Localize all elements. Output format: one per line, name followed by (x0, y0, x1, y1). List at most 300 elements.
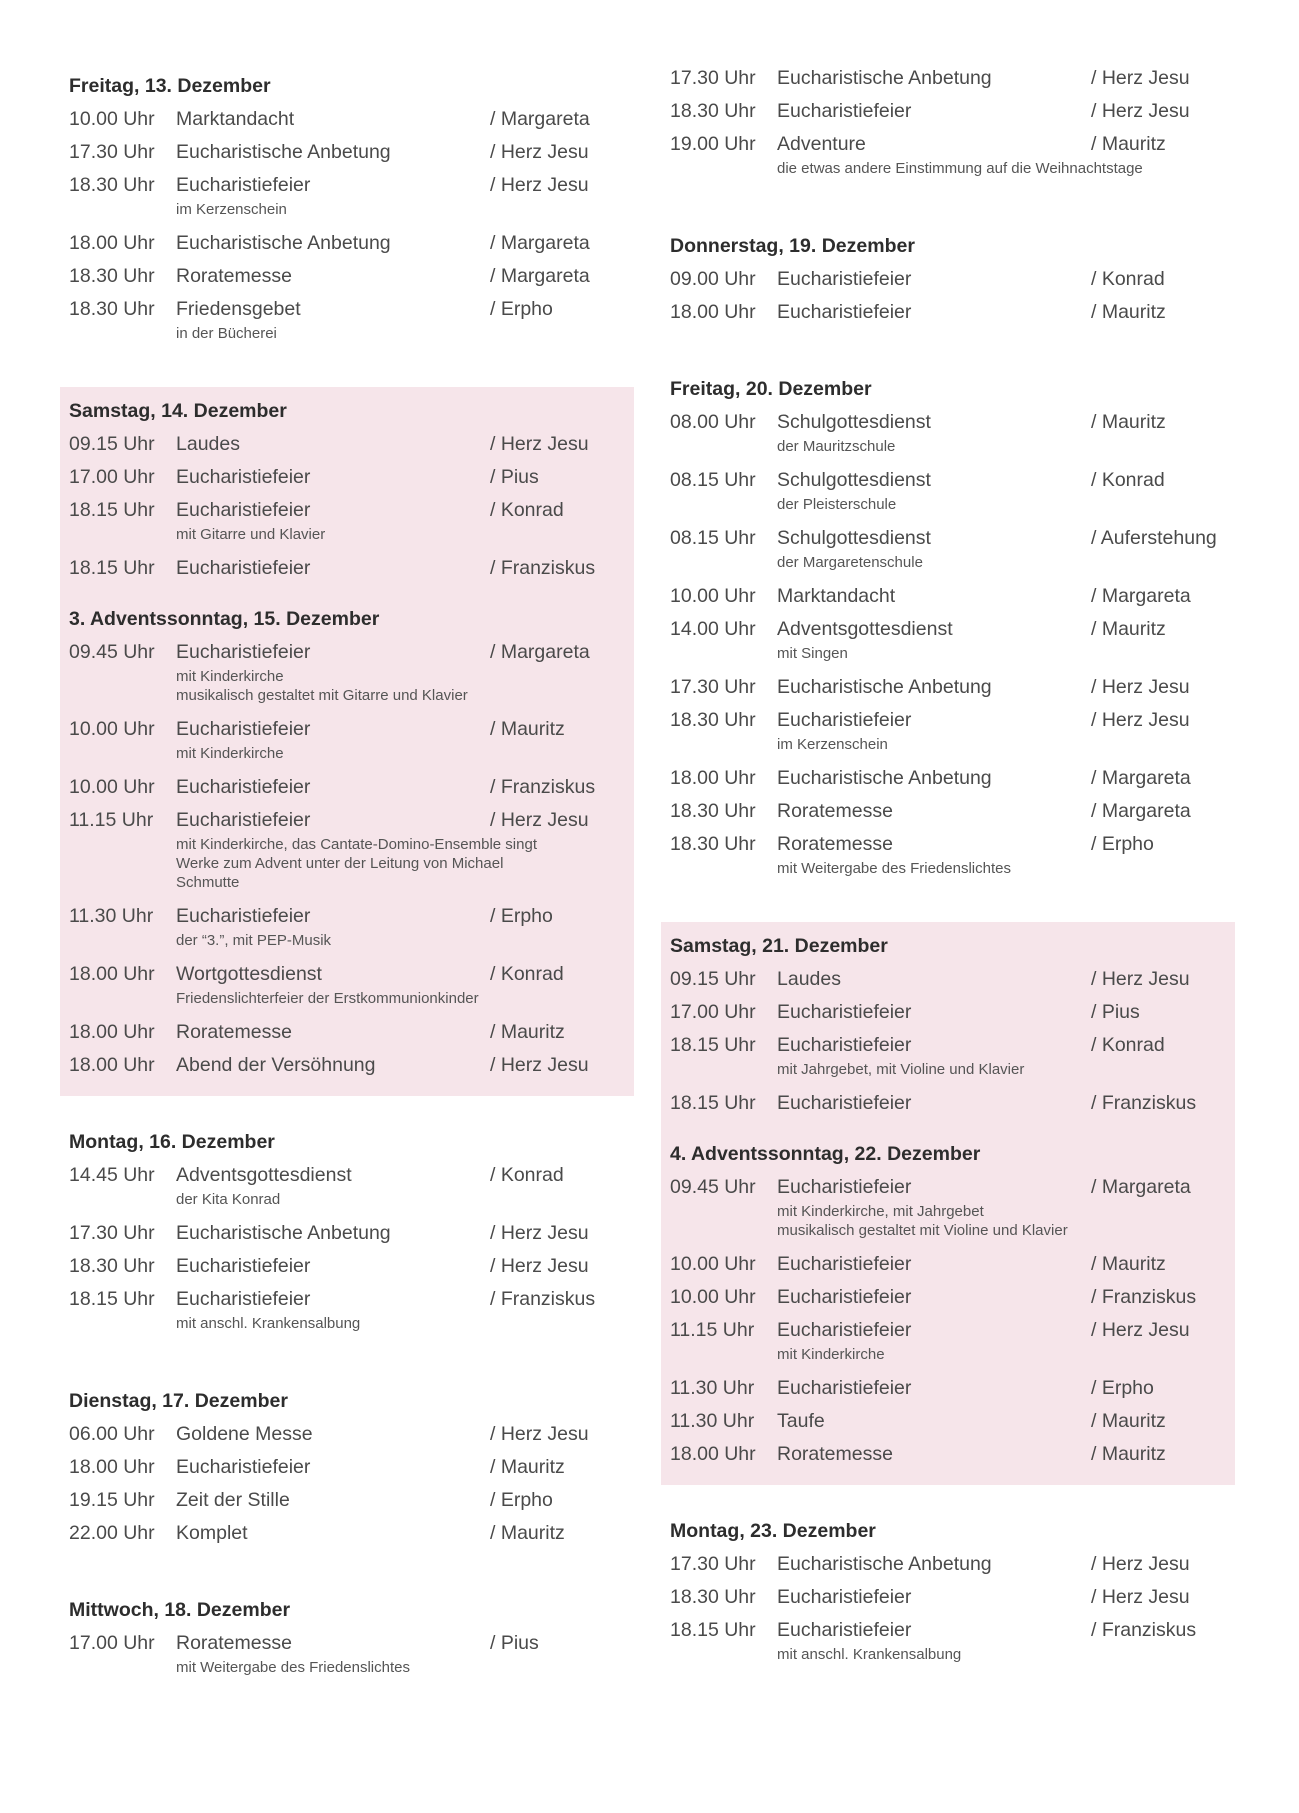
event-row (670, 671, 1226, 704)
event-location: / Franziskus (490, 1288, 596, 1310)
event-note: musikalisch gestaltet mit Violine und Klavier (777, 1222, 1068, 1239)
event-title: Eucharistiefeier (176, 641, 311, 663)
event-row (670, 296, 1226, 329)
event-entry (670, 795, 1226, 828)
event-time: 18.30 Uhr (670, 100, 756, 122)
event-location: / Herz Jesu (490, 141, 589, 163)
event-time: 08.15 Uhr (670, 469, 756, 491)
event-title: Eucharistiefeier (176, 499, 311, 521)
event-time: 18.00 Uhr (69, 1054, 155, 1076)
event-time: 17.30 Uhr (670, 67, 756, 89)
event-entry (670, 1314, 1226, 1372)
event-entry (670, 406, 1226, 464)
event-location: / Herz Jesu (1091, 968, 1190, 990)
event-time: 18.30 Uhr (670, 709, 756, 731)
right-column (670, 62, 1235, 1708)
event-row (69, 552, 625, 585)
event-location: / Margareta (490, 265, 590, 287)
event-time: 14.45 Uhr (69, 1164, 155, 1186)
event-title: Eucharistiefeier (176, 1456, 311, 1478)
event-time: 17.00 Uhr (670, 1001, 756, 1023)
event-title: Roratemesse (777, 1443, 893, 1465)
event-entry (670, 1438, 1226, 1471)
event-location: / Auferstehung (1091, 527, 1217, 549)
event-time: 17.00 Uhr (69, 1632, 155, 1654)
event-time: 18.00 Uhr (69, 1021, 155, 1043)
event-time: 19.00 Uhr (670, 133, 756, 155)
event-row (69, 713, 625, 746)
event-location: / Herz Jesu (1091, 100, 1190, 122)
event-location: / Herz Jesu (1091, 1586, 1190, 1608)
event-location: / Mauritz (490, 1456, 565, 1478)
event-entry (69, 428, 625, 461)
event-entry (670, 1405, 1226, 1438)
event-row (69, 1451, 625, 1484)
event-entry (670, 1248, 1226, 1281)
event-row (670, 1314, 1226, 1347)
event-entry (670, 263, 1226, 296)
day-heading: Samstag, 21. Dezember (670, 935, 888, 957)
event-location: / Erpho (490, 298, 553, 320)
event-time: 11.30 Uhr (670, 1410, 755, 1432)
event-row (670, 704, 1226, 737)
event-row (69, 1049, 625, 1082)
day-section (661, 222, 1235, 343)
event-row (670, 1281, 1226, 1314)
event-entry (69, 169, 625, 227)
event-row (69, 103, 625, 136)
event-row (670, 1581, 1226, 1614)
event-title: Eucharistiefeier (777, 1176, 912, 1198)
event-row (670, 996, 1226, 1029)
event-title: Eucharistiefeier (777, 1319, 912, 1341)
event-location: / Konrad (490, 499, 564, 521)
event-location: / Franziskus (490, 776, 596, 798)
event-row (670, 1548, 1226, 1581)
event-note: mit anschl. Krankensalbung (176, 1315, 361, 1332)
event-location: / Herz Jesu (1091, 67, 1190, 89)
day-section (661, 1507, 1235, 1686)
event-location: / Erpho (490, 905, 553, 927)
event-note: mit Kinderkirche (176, 668, 284, 685)
event-title: Eucharistische Anbetung (176, 232, 391, 254)
event-time: 10.00 Uhr (670, 1253, 756, 1275)
left-column (69, 62, 634, 1721)
event-location: / Herz Jesu (490, 1423, 589, 1445)
event-location: / Herz Jesu (1091, 676, 1190, 698)
event-time: 14.00 Uhr (670, 618, 756, 640)
event-entry (69, 227, 625, 260)
event-row (670, 62, 1226, 95)
event-time: 18.15 Uhr (670, 1619, 756, 1641)
event-entry (69, 552, 625, 585)
event-note: der Margaretenschule (777, 554, 923, 571)
event-time: 11.15 Uhr (69, 809, 154, 831)
event-row (670, 1248, 1226, 1281)
event-title: Roratemesse (176, 265, 292, 287)
event-location: / Herz Jesu (1091, 709, 1190, 731)
event-note: mit Kinderkirche (176, 745, 284, 762)
event-entry (670, 671, 1226, 704)
event-title: Eucharistiefeier (777, 1034, 912, 1056)
event-row (69, 1250, 625, 1283)
event-time: 17.30 Uhr (670, 676, 756, 698)
event-row (670, 95, 1226, 128)
event-location: / Mauritz (1091, 618, 1166, 640)
event-title: Eucharistische Anbetung (176, 141, 391, 163)
event-location: / Margareta (1091, 767, 1191, 789)
event-title: Roratemesse (176, 1021, 292, 1043)
event-row (670, 580, 1226, 613)
event-title: Adventsgottesdienst (777, 618, 953, 640)
event-entry (69, 1049, 625, 1082)
event-time: 11.15 Uhr (670, 1319, 755, 1341)
event-row (670, 522, 1226, 555)
event-row (69, 900, 625, 933)
event-time: 17.30 Uhr (69, 141, 155, 163)
event-title: Eucharistiefeier (777, 709, 912, 731)
day-heading: Montag, 23. Dezember (670, 1520, 876, 1542)
event-location: / Franziskus (1091, 1286, 1197, 1308)
event-time: 18.30 Uhr (670, 1586, 756, 1608)
event-entry (670, 1581, 1226, 1614)
event-location: / Herz Jesu (490, 433, 589, 455)
day-section (60, 1118, 634, 1355)
event-entry (69, 494, 625, 552)
event-note: mit anschl. Krankensalbung (777, 1646, 962, 1663)
event-location: / Konrad (1091, 268, 1165, 290)
event-time: 18.15 Uhr (69, 499, 155, 521)
event-time: 11.30 Uhr (69, 905, 154, 927)
event-time: 18.30 Uhr (69, 1255, 155, 1277)
event-entry (69, 1418, 625, 1451)
event-location: / Pius (490, 1632, 539, 1654)
event-time: 09.45 Uhr (69, 641, 155, 663)
event-location: / Herz Jesu (490, 809, 589, 831)
event-entry (670, 762, 1226, 795)
event-time: 08.00 Uhr (670, 411, 756, 433)
event-title: Abend der Versöhnung (176, 1054, 376, 1076)
event-title: Eucharistiefeier (176, 776, 311, 798)
event-location: / Mauritz (1091, 133, 1166, 155)
event-row (670, 613, 1226, 646)
event-note: der Pleisterschule (777, 496, 897, 513)
event-title: Eucharistiefeier (777, 1253, 912, 1275)
event-title: Eucharistische Anbetung (777, 67, 992, 89)
event-location: / Herz Jesu (490, 1255, 589, 1277)
event-title: Eucharistiefeier (777, 1586, 912, 1608)
event-title: Adventure (777, 133, 866, 155)
event-note: die etwas andere Einstimmung auf die Weihnachtstage (777, 160, 1143, 177)
event-title: Eucharistiefeier (777, 1001, 912, 1023)
day-section (69, 399, 625, 585)
event-note: mit Kinderkirche, mit Jahrgebet (777, 1203, 984, 1220)
event-row (69, 136, 625, 169)
event-row (670, 963, 1226, 996)
day-heading: Samstag, 14. Dezember (69, 400, 287, 422)
event-location: / Pius (490, 466, 539, 488)
event-note: der “3.”, mit PEP-Musik (176, 932, 332, 949)
event-note: im Kerzenschein (777, 736, 888, 753)
event-entry (69, 103, 625, 136)
event-note: der Mauritzschule (777, 438, 896, 455)
event-entry (670, 1029, 1226, 1087)
event-entry (670, 704, 1226, 762)
event-title: Roratemesse (777, 833, 893, 855)
event-row (69, 636, 625, 669)
event-entry (69, 136, 625, 169)
event-note: mit Kinderkirche, das Cantate-Domino-Ensemble singt (176, 836, 537, 853)
event-time: 18.15 Uhr (69, 557, 155, 579)
day-heading: Montag, 16. Dezember (69, 1131, 275, 1153)
event-time: 18.00 Uhr (670, 301, 756, 323)
event-entry (670, 464, 1226, 522)
event-title: Marktandacht (777, 585, 896, 607)
event-title: Zeit der Stille (176, 1489, 290, 1511)
event-title: Eucharistiefeier (777, 301, 912, 323)
event-entry (670, 1171, 1226, 1248)
event-location: / Herz Jesu (1091, 1319, 1190, 1341)
day-heading: Donnerstag, 19. Dezember (670, 235, 915, 257)
event-note: mit Jahrgebet, mit Violine und Klavier (777, 1061, 1025, 1078)
event-note: im Kerzenschein (176, 201, 287, 218)
event-location: / Konrad (490, 963, 564, 985)
day-heading: 3. Adventssonntag, 15. Dezember (69, 608, 380, 630)
event-time: 18.30 Uhr (69, 265, 155, 287)
event-location: / Herz Jesu (490, 1054, 589, 1076)
event-entry (69, 958, 625, 1016)
event-title: Schulgottesdienst (777, 411, 931, 433)
event-location: / Mauritz (1091, 411, 1166, 433)
event-note: mit Singen (777, 645, 848, 662)
event-note: der Kita Konrad (176, 1191, 281, 1208)
event-entry (670, 128, 1226, 186)
event-time: 18.30 Uhr (670, 833, 756, 855)
event-title: Laudes (176, 433, 240, 455)
event-time: 17.30 Uhr (69, 1222, 155, 1244)
event-time: 09.00 Uhr (670, 268, 756, 290)
event-time: 08.15 Uhr (670, 527, 756, 549)
event-time: 10.00 Uhr (670, 1286, 756, 1308)
event-title: Eucharistiefeier (777, 1619, 912, 1641)
event-entry (69, 1159, 625, 1217)
event-note: Friedenslichterfeier der Erstkommunionkinder (176, 990, 479, 1007)
event-entry (670, 1372, 1226, 1405)
event-location: / Margareta (1091, 585, 1191, 607)
event-entry (670, 580, 1226, 613)
highlight-block (60, 387, 634, 1096)
event-title: Roratemesse (777, 800, 893, 822)
event-entry (670, 1548, 1226, 1581)
event-entry (69, 713, 625, 771)
day-heading: Freitag, 20. Dezember (670, 378, 872, 400)
event-time: 18.00 Uhr (69, 232, 155, 254)
event-time: 10.00 Uhr (69, 108, 155, 130)
event-entry (69, 636, 625, 713)
event-location: / Herz Jesu (490, 174, 589, 196)
event-entry (670, 296, 1226, 329)
event-location: / Pius (1091, 1001, 1140, 1023)
day-section (670, 934, 1226, 1120)
day-section (60, 1377, 634, 1564)
event-entry (69, 1517, 625, 1550)
event-note: in der Bücherei (176, 325, 277, 342)
event-entry (69, 1283, 625, 1341)
event-title: Eucharistiefeier (176, 1288, 311, 1310)
event-location: / Mauritz (490, 1021, 565, 1043)
event-entry (69, 900, 625, 958)
event-title: Eucharistische Anbetung (176, 1222, 391, 1244)
event-title: Eucharistiefeier (176, 905, 311, 927)
event-entry (670, 1281, 1226, 1314)
event-location: / Erpho (1091, 1377, 1154, 1399)
event-row (670, 1438, 1226, 1471)
event-title: Eucharistische Anbetung (777, 767, 992, 789)
event-title: Adventsgottesdienst (176, 1164, 352, 1186)
event-title: Eucharistiefeier (176, 809, 311, 831)
event-row (69, 494, 625, 527)
event-entry (670, 1614, 1226, 1672)
event-location: / Mauritz (490, 718, 565, 740)
event-title: Eucharistiefeier (777, 1092, 912, 1114)
event-title: Laudes (777, 968, 841, 990)
day-section (60, 62, 634, 365)
event-entry (69, 1484, 625, 1517)
event-entry (69, 293, 625, 351)
event-row (69, 227, 625, 260)
event-time: 18.30 Uhr (69, 174, 155, 196)
event-time: 06.00 Uhr (69, 1423, 155, 1445)
event-entry (69, 1217, 625, 1250)
event-time: 17.30 Uhr (670, 1553, 756, 1575)
event-location: / Mauritz (490, 1522, 565, 1544)
event-location: / Franziskus (1091, 1092, 1197, 1114)
event-title: Goldene Messe (176, 1423, 313, 1445)
event-entry (69, 1016, 625, 1049)
event-title: Eucharistiefeier (176, 466, 311, 488)
event-location: / Konrad (490, 1164, 564, 1186)
event-row (69, 771, 625, 804)
event-entry (69, 1250, 625, 1283)
event-title: Komplet (176, 1522, 248, 1544)
event-location: / Margareta (1091, 1176, 1191, 1198)
event-row (69, 169, 625, 202)
event-time: 10.00 Uhr (670, 585, 756, 607)
event-title: Eucharistiefeier (777, 1377, 912, 1399)
event-location: / Erpho (490, 1489, 553, 1511)
event-location: / Konrad (1091, 1034, 1165, 1056)
event-entry (69, 260, 625, 293)
event-title: Taufe (777, 1410, 825, 1432)
event-time: 11.30 Uhr (670, 1377, 755, 1399)
event-location: / Mauritz (1091, 301, 1166, 323)
event-row (69, 1159, 625, 1192)
event-row (670, 406, 1226, 439)
event-entry (69, 1627, 625, 1685)
event-row (69, 260, 625, 293)
event-note: mit Weitergabe des Friedenslichtes (777, 860, 1011, 877)
event-time: 18.00 Uhr (670, 767, 756, 789)
day-section (661, 365, 1235, 900)
event-row (69, 461, 625, 494)
event-entry (670, 522, 1226, 580)
event-title: Schulgottesdienst (777, 527, 931, 549)
event-location: / Erpho (1091, 833, 1154, 855)
event-row (69, 428, 625, 461)
event-time: 18.00 Uhr (69, 1456, 155, 1478)
event-row (69, 1418, 625, 1451)
event-title: Eucharistiefeier (777, 268, 912, 290)
event-entry (670, 828, 1226, 886)
event-row (670, 464, 1226, 497)
event-note: musikalisch gestaltet mit Gitarre und Klavier (176, 687, 468, 704)
event-entry (69, 461, 625, 494)
event-location: / Franziskus (490, 557, 596, 579)
event-title: Eucharistiefeier (176, 174, 311, 196)
day-section (670, 1142, 1226, 1471)
event-row (670, 795, 1226, 828)
event-row (670, 1087, 1226, 1120)
event-entry (670, 613, 1226, 671)
event-time: 09.15 Uhr (670, 968, 756, 990)
day-heading: Freitag, 13. Dezember (69, 75, 271, 97)
event-location: / Herz Jesu (1091, 1553, 1190, 1575)
event-location: / Margareta (1091, 800, 1191, 822)
event-entry (69, 804, 625, 900)
event-location: / Margareta (490, 108, 590, 130)
event-row (69, 1517, 625, 1550)
event-location: / Margareta (490, 232, 590, 254)
event-time: 19.15 Uhr (69, 1489, 155, 1511)
event-time: 18.00 Uhr (670, 1443, 756, 1465)
event-title: Eucharistiefeier (176, 718, 311, 740)
day-heading: Mittwoch, 18. Dezember (69, 1599, 291, 1621)
event-entry (670, 963, 1226, 996)
event-title: Eucharistiefeier (777, 1286, 912, 1308)
event-time: 09.15 Uhr (69, 433, 155, 455)
event-title: Eucharistiefeier (176, 557, 311, 579)
event-row (670, 1372, 1226, 1405)
event-entry (69, 1451, 625, 1484)
highlight-block (661, 922, 1235, 1485)
event-location: / Margareta (490, 641, 590, 663)
event-row (69, 293, 625, 326)
event-time: 09.45 Uhr (670, 1176, 756, 1198)
event-row (670, 762, 1226, 795)
event-location: / Mauritz (1091, 1253, 1166, 1275)
event-title: Friedensgebet (176, 298, 301, 320)
event-location: / Franziskus (1091, 1619, 1197, 1641)
event-time: 10.00 Uhr (69, 718, 155, 740)
day-section (69, 607, 625, 1082)
event-note: mit Gitarre und Klavier (176, 526, 326, 543)
event-entry (670, 95, 1226, 128)
event-title: Schulgottesdienst (777, 469, 931, 491)
event-time: 18.15 Uhr (670, 1092, 756, 1114)
event-time: 18.30 Uhr (69, 298, 155, 320)
event-title: Marktandacht (176, 108, 295, 130)
event-entry (670, 1087, 1226, 1120)
event-entry (670, 62, 1226, 95)
event-note: Werke zum Advent unter der Leitung von Michael (176, 855, 504, 872)
event-title: Eucharistische Anbetung (777, 676, 992, 698)
day-section (661, 62, 1235, 200)
event-time: 22.00 Uhr (69, 1522, 155, 1544)
event-entry (670, 996, 1226, 1029)
event-time: 10.00 Uhr (69, 776, 155, 798)
event-title: Eucharistiefeier (777, 100, 912, 122)
day-heading: 4. Adventssonntag, 22. Dezember (670, 1143, 981, 1165)
